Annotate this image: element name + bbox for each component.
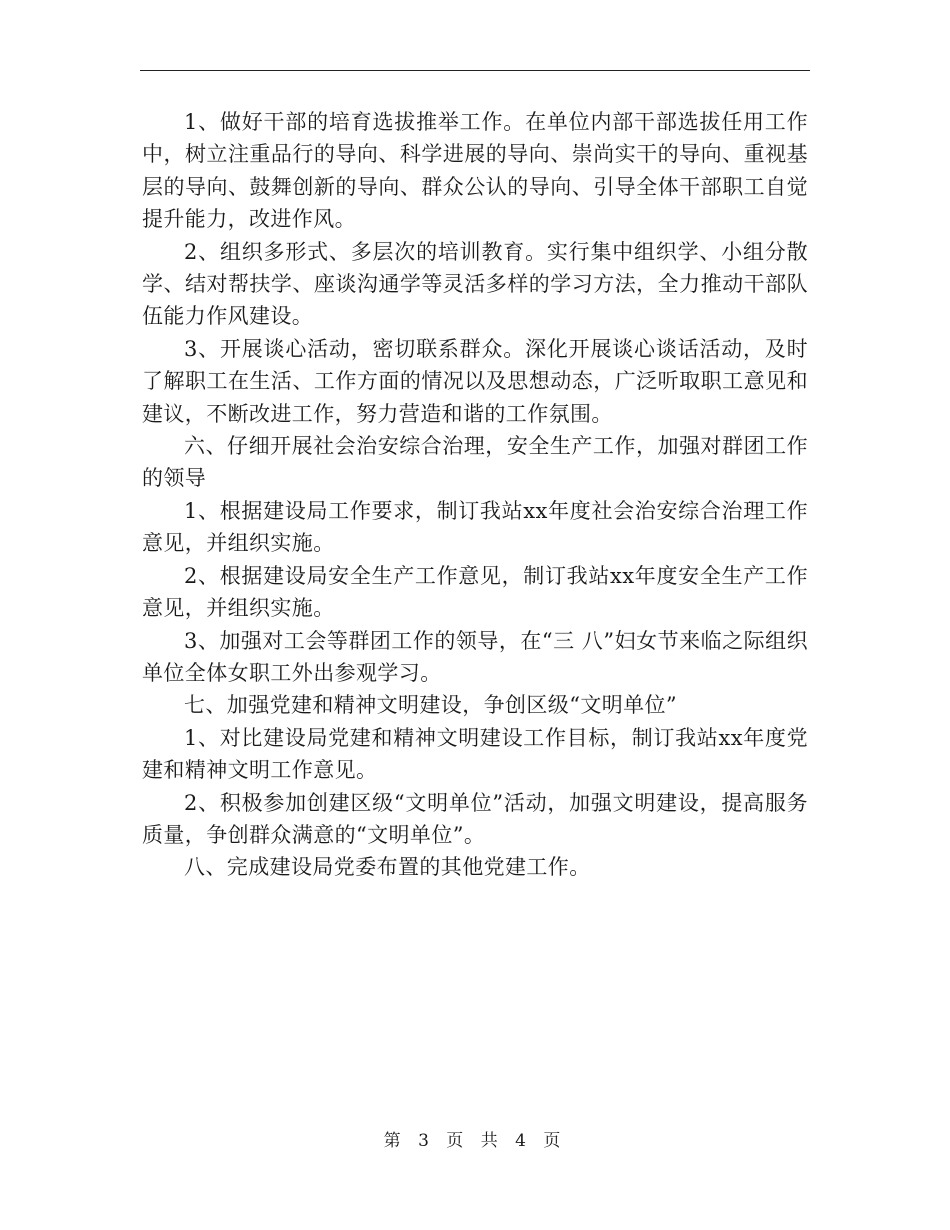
paragraph-heart-talk: 3、开展谈心活动，密切联系群众。深化开展谈心谈话活动，及时了解职工在生活、工作方面的情况以及思想动态，广泛听取职工意见和建议，不断改进工作，努力营造和谐的工作氛围。 [142,336,808,426]
paragraph-cadre-selection: 1、做好干部的培育选拔推举工作。在单位内部干部选拔任用工作中，树立注重品行的导向、科学进展的导向、崇尚实干的导向、重视基层的导向、鼓舞创新的导向、群众公认的导向、引导全体干部职工自觉提升能力，改进作风。 [142,110,808,232]
paragraph-safety-production: 2、根据建设局安全生产工作意见，制订我站xx年度安全生产工作意见，并组织实施。 [142,563,808,621]
section-heading-seven: 七、加强党建和精神文明建设，争创区级“文明单位” [184,693,678,718]
paragraph-mass-organizations: 3、加强对工会等群团工作的领导，在“三 八”妇女节来临之际组织单位全体女职工外出参观学习。 [142,628,808,685]
section-heading-six: 六、仔细开展社会治安综合治理，安全生产工作，加强对群团工作的领导 [142,434,808,491]
section-heading-eight: 八、完成建设局党委布置的其他党建工作。 [184,855,591,880]
document-body [142,106,808,884]
paragraph-public-security: 1、根据建设局工作要求，制订我站xx年度社会治安综合治理工作意见，并组织实施。 [142,498,808,556]
header-rule [140,70,810,71]
paragraph-training: 2、组织多形式、多层次的培训教育。实行集中组织学、小组分散学、结对帮扶学、座谈沟通学等灵活多样的学习方法，全力推动干部队伍能力作风建设。 [142,239,808,329]
paragraph-civilized-unit: 2、积极参加创建区级“文明单位”活动，加强文明建设，提高服务质量，争创群众满意的“文明单位”。 [142,790,808,847]
paragraph-party-building: 1、对比建设局党建和精神文明建设工作目标，制订我站xx年度党建和精神文明工作意见。 [142,725,808,783]
page-number-footer: 第 3 页 共 4 页 [383,1131,567,1151]
